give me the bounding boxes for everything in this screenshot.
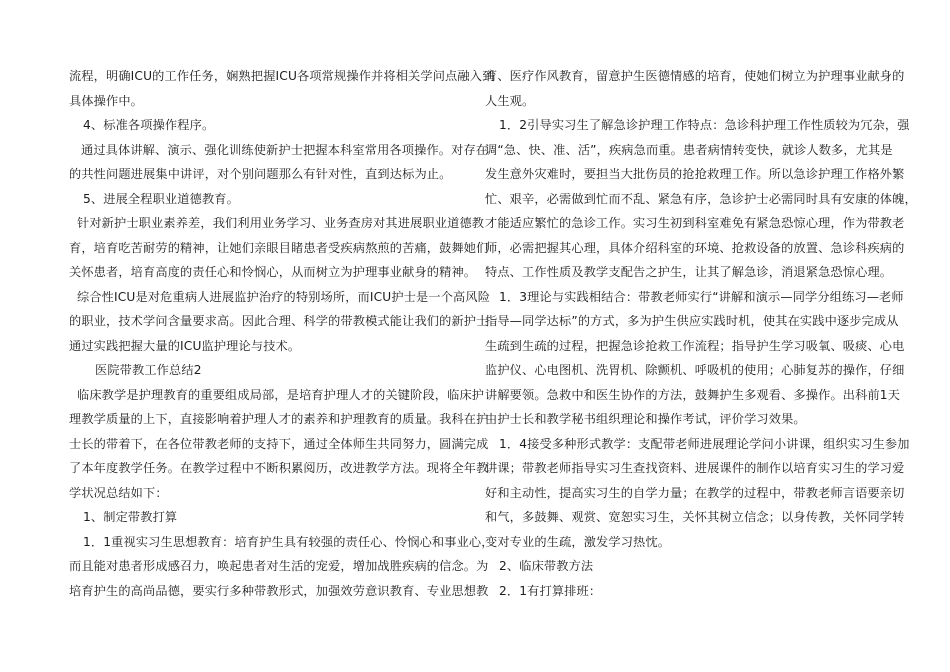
right-column-line: 2．1有打算排班： bbox=[499, 583, 602, 598]
left-column-line: 针对新护士职业素养差，我们利用业务学习、业务查房对其进展职业道德教 bbox=[77, 216, 485, 230]
right-column-line: 1．3理论与实践相结合：带教老师实行“讲解和演示—同学分组练习—老师 bbox=[499, 289, 904, 304]
right-column-line: 好和主动性，提高实习生的自学力量；在教学的过程中，带教老师言语要亲切 bbox=[485, 485, 905, 500]
left-column-line: 5、进展全程职业道德教育。 bbox=[83, 191, 239, 206]
left-column-line: 培育护生的高尚品德，要实行多种带教形式，加强效劳意识教育、专业思想教 bbox=[69, 583, 489, 598]
right-column-line: 才能适应繁忙的急诊工作。实习生初到科室难免有紧急恐惊心理，作为带教老 bbox=[485, 216, 905, 230]
right-column-line: 2、临床带教方法 bbox=[499, 559, 594, 573]
left-column-line: 具体操作中。 bbox=[69, 93, 144, 108]
right-text-column bbox=[485, 64, 917, 603]
left-column-line: 关怀患者，培育高度的责任心和怜悯心，从而树立为护理事业献身的精神。 bbox=[69, 265, 477, 279]
right-column-line: 讲解要领。急救中和医生协作的方法，鼓舞护生多观看、多操作。出科前1天 bbox=[485, 387, 901, 402]
left-column-line: 临床教学是护理教育的重要组成局部，是培育护理人才的关键阶段，临床护 bbox=[77, 387, 485, 402]
right-column-line: 1．2引导实习生了解急诊护理工作特点：急诊科护理工作性质较为冗杂，强 bbox=[499, 118, 910, 132]
right-column-line: 由护士长和教学秘书组织理论和操作考试，评价学习效果。 bbox=[485, 412, 806, 426]
left-column-line: 了本年度教学任务。在教学过程中不断积累阅历，改进教学方法。现将全年教 bbox=[69, 461, 489, 475]
left-column-line: 的职业，技术学问含量要求高。因此合理、科学的带教模式能让我们的新护士 bbox=[69, 314, 489, 328]
left-column-line: 4、标准各项操作程序。 bbox=[83, 118, 215, 132]
right-column-line: 人生观。 bbox=[485, 93, 535, 108]
left-column-line: 而且能对患者形成感召力，唤起患者对生活的宠爱，增加战胜疾病的信念。为 bbox=[69, 559, 489, 573]
right-column-line: 特点、工作性质及教学支配告之护生，让其了解急诊，消退紧急恐惊心理。 bbox=[485, 265, 893, 279]
left-column-line: 士长的带着下，在各位带教老师的支持下，通过全体师生共同努力，圆满完成 bbox=[69, 436, 489, 451]
left-text-column bbox=[69, 64, 495, 603]
left-column-line: 医院带教工作总结2 bbox=[95, 363, 202, 377]
left-column-line: 通过实践把握大量的ICU监护理论与技术。 bbox=[69, 338, 301, 353]
left-column-line: 学状况总结如下： bbox=[69, 485, 168, 500]
left-column-line: 育，培育吃苦耐劳的精神，让她们亲眼目睹患者受疾病熬煎的苦痛，鼓舞她们 bbox=[69, 240, 489, 255]
right-column-line: 育、医疗作风教育，留意护生医德情感的培育，使她们树立为护理事业献身的 bbox=[485, 69, 905, 83]
left-column-line: 流程，明确ICU的工作任务，娴熟把握ICU各项常规操作并将相关学问点融入到 bbox=[69, 69, 495, 83]
right-column-line: 师，必需把握其心理，具体介绍科室的环境、抢救设备的放置、急诊科疾病的 bbox=[485, 240, 905, 255]
right-column-line: 监护仪、心电图机、洗胃机、除颤机、呼吸机的使用；心肺复苏的操作，仔细 bbox=[485, 363, 905, 377]
left-column-line: 通过具体讲解、演示、强化训练使新护士把握本科室常用各项操作。对存在 bbox=[81, 142, 489, 157]
right-column-line: 生疏到生疏的过程，把握急诊抢救工作流程；指导护生学习吸氧、吸痰、心电 bbox=[485, 338, 905, 353]
right-column-line: 发生意外灾难时，要担当大批伤员的抢抢救理工作。所以急诊护理工作格外繁 bbox=[485, 167, 905, 181]
right-column-line: 忙、艰辛，必需做到忙而不乱、紧急有序，急诊护士必需同时具有安康的体魄， bbox=[485, 191, 917, 206]
right-column-line: 和气，多鼓舞、观赏、宽恕实习生，关怀其树立信念；以身传教，关怀同学转 bbox=[485, 510, 905, 524]
left-column-line: 综合性ICU是对危重病人进展监护治疗的特别场所，而ICU护士是一个高风险 bbox=[77, 289, 491, 304]
left-column-line: 1．1重视实习生思想教育：培育护生具有较强的责任心、怜悯心和事业心， bbox=[83, 534, 494, 549]
right-column-line: 变对专业的生疏，激发学习热忱。 bbox=[485, 534, 671, 549]
left-column-line: 理教学质量的上下，直接影响着护理人才的素养和护理教育的质量。我科在护 bbox=[69, 412, 489, 426]
right-column-line: 讲课；带教老师指导实习生查找资料、进展课件的制作以培育实习生的学习爱 bbox=[485, 461, 905, 475]
left-column-line: 的共性问题进展集中讲评，对个别问题那么有针对性，直到达标为止。 bbox=[69, 167, 452, 181]
right-column-line: 调“急、快、准、活”，疾病急而重。患者病情转变快，就诊人数多，尤其是 bbox=[485, 142, 893, 157]
left-column-line: 1、制定带教打算 bbox=[83, 510, 178, 524]
right-column-line: 1．4接受多种形式教学：支配带老师进展理论学问小讲课，组织实习生参加 bbox=[499, 436, 910, 451]
right-column-line: 指导—同学达标”的方式，多为护生供应实践时机，使其在实践中逐步完成从 bbox=[485, 314, 899, 328]
